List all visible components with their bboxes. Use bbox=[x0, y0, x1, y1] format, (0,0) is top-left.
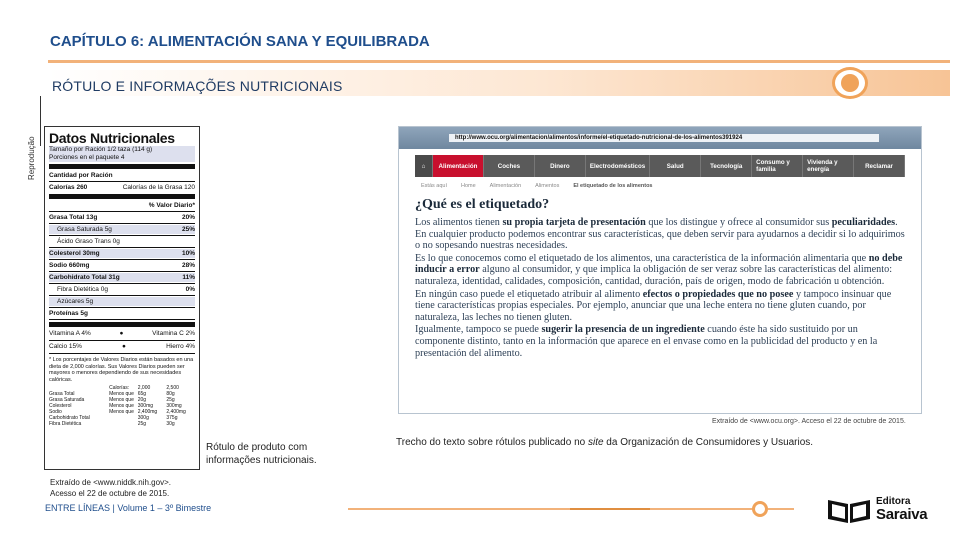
section-circle-icon bbox=[832, 67, 868, 99]
side-divider bbox=[40, 96, 41, 146]
nutrient-row bbox=[49, 273, 195, 282]
nutrient-daily-value: 11% bbox=[182, 274, 195, 281]
text: Trecho do texto sobre rótulos publicado no bbox=[396, 437, 588, 448]
nutrient-daily-value: 10% bbox=[181, 250, 195, 257]
breadcrumb bbox=[421, 183, 921, 189]
text: Igualmente, tampoco se puede bbox=[415, 324, 542, 336]
divider bbox=[49, 164, 195, 169]
divider bbox=[49, 271, 195, 272]
nav-item[interactable]: Tecnología bbox=[701, 155, 752, 177]
chapter-divider bbox=[48, 60, 950, 63]
table-cell: 25g bbox=[137, 421, 147, 427]
nutrition-label-source bbox=[50, 477, 171, 499]
nav-item[interactable]: Consumo y familia bbox=[752, 155, 803, 177]
reproduction-label: Reprodução bbox=[27, 136, 36, 180]
footer-divider-accent bbox=[570, 508, 650, 510]
bold-text: no debe inducir a error bbox=[415, 252, 903, 276]
nutrient-rows bbox=[49, 213, 195, 320]
breadcrumb-item[interactable]: Alimentación bbox=[489, 183, 522, 189]
nutrient-row bbox=[49, 237, 195, 246]
nav-item[interactable]: Reclamar bbox=[854, 155, 905, 177]
nav-item[interactable]: Coches bbox=[484, 155, 535, 177]
table-cell: Menos que bbox=[109, 391, 134, 397]
nutrient-row bbox=[49, 297, 195, 306]
daily-values-table bbox=[49, 385, 195, 427]
vitamin-c: Vitamina C 2% bbox=[152, 330, 195, 337]
nutrient-row bbox=[49, 261, 195, 270]
vitamin-row bbox=[49, 329, 195, 339]
chapter-title: CAPÍTULO 6: ALIMENTACIÓN SANA Y EQUILIBRADA bbox=[50, 33, 430, 50]
table-cell: Sodio bbox=[49, 409, 62, 415]
divider bbox=[49, 194, 195, 199]
italic-text: site bbox=[587, 437, 604, 448]
serving-size: Tamaño por Ración 1/2 taza (114 g) bbox=[49, 146, 195, 154]
logo-text-small: Editora bbox=[876, 496, 911, 507]
source-line: Extraído de <www.niddk.nih.gov>. bbox=[50, 478, 171, 487]
caption-line: informações nutricionais. bbox=[206, 455, 317, 466]
table-cell bbox=[109, 421, 138, 427]
nutrient-label: Grasa Total 13g bbox=[49, 214, 98, 221]
table-cell: 300mg bbox=[166, 403, 182, 409]
nutrient-label: Azúcares 5g bbox=[57, 298, 94, 305]
book-icon bbox=[826, 496, 872, 524]
nutrient-label: Sodio 660mg bbox=[49, 262, 90, 269]
table-cell: Grasa Saturada bbox=[49, 397, 85, 403]
amount-per-serving-label: Cantidad por Ración bbox=[49, 172, 113, 179]
table-cell: 2,400mg bbox=[137, 409, 158, 415]
nav-item[interactable]: Dinero bbox=[535, 155, 586, 177]
table-cell: 65g bbox=[137, 391, 147, 397]
table-cell: Fibra Dietética bbox=[49, 421, 82, 427]
divider bbox=[49, 322, 195, 327]
bold-text: efectos o propiedades que no posee bbox=[642, 288, 794, 300]
table-cell: Carbohidrato Total bbox=[49, 415, 90, 421]
text: cuando éste ha sido sustituido por un componente distinto, tanto en la información que aparece en el envase como en la publicidad del producto y en la presentación del alimento. bbox=[415, 324, 878, 359]
calories-row bbox=[49, 183, 195, 192]
servings-per-package: Porciones en el paquete 4 bbox=[49, 154, 195, 162]
nutrient-row bbox=[49, 249, 195, 258]
breadcrumb-item: Estás aquí bbox=[421, 183, 447, 189]
table-cell: 2,000 bbox=[137, 385, 151, 391]
table-cell: 300g bbox=[137, 415, 149, 421]
source-line: Acesso el 22 de octubre de 2015. bbox=[50, 489, 170, 498]
nutrient-label: Colesterol 30mg bbox=[49, 250, 100, 257]
publisher-logo bbox=[826, 494, 944, 526]
nutrition-facts-label bbox=[44, 126, 200, 470]
table-cell: 20g bbox=[137, 397, 147, 403]
nutrient-daily-value: 25% bbox=[181, 226, 195, 233]
amount-per-serving bbox=[49, 171, 195, 180]
divider bbox=[49, 283, 195, 284]
calories: Calorías 260 bbox=[49, 184, 88, 191]
article-title: ¿Qué es el etiquetado? bbox=[415, 197, 550, 212]
nutrient-daily-value: 28% bbox=[181, 262, 195, 269]
divider bbox=[49, 181, 195, 182]
nav-item[interactable]: Alimentación bbox=[433, 155, 484, 177]
text: En ningún caso puede el etiquetado atribuir al alimento bbox=[415, 288, 643, 300]
bullet: ● bbox=[122, 343, 126, 350]
website-caption bbox=[396, 437, 813, 448]
nutrient-label: Grasa Saturada 5g bbox=[57, 226, 112, 233]
section-title: RÓTULO E INFORMAÇÕES NUTRICIONAIS bbox=[52, 78, 343, 94]
divider bbox=[49, 307, 195, 308]
nav-item[interactable]: Electrodomésticos bbox=[586, 155, 650, 177]
divider bbox=[49, 295, 195, 296]
paragraph bbox=[415, 217, 909, 252]
table-row bbox=[49, 421, 195, 427]
bullet: ● bbox=[119, 330, 124, 337]
table-cell: Menos que bbox=[109, 397, 134, 403]
nutrient-row bbox=[49, 285, 195, 294]
divider bbox=[49, 247, 195, 248]
calcium: Calcio 15% bbox=[49, 343, 82, 350]
text: y tampoco insinuar que tiene características propias especiales. Por ejemplo, anunciar que una leche entera no tiene gluten cuando, por naturaleza, las leches no tienen gluten. bbox=[415, 288, 892, 323]
divider bbox=[49, 319, 195, 320]
paragraph bbox=[415, 324, 909, 359]
article-body bbox=[415, 217, 909, 359]
bold-text: sugerir la presencia de un ingrediente bbox=[541, 324, 705, 336]
nutrition-label-caption bbox=[206, 441, 317, 467]
daily-value-header-row bbox=[49, 201, 195, 210]
mineral-row bbox=[49, 342, 195, 352]
text: que los distingue y ofrece al consumidor sus bbox=[645, 217, 832, 228]
table-cell: 300mg bbox=[137, 403, 154, 409]
footer-circle-icon bbox=[752, 501, 768, 517]
nutrient-label: Carbohidrato Total 31g bbox=[49, 274, 120, 281]
breadcrumb-item[interactable]: Alimentos bbox=[535, 183, 560, 189]
divider bbox=[49, 211, 195, 212]
text: da Organización de Consumidores y Usuarios. bbox=[603, 437, 814, 448]
text: . En cualquier producto podemos encontrar sus características, que deben servir para ayudarnos a decidir si lo adquirimos o no sopesando nuestras necesidades. bbox=[415, 217, 905, 252]
footer-text: ENTRE LÍNEAS | Volume 1 – 3º Bimestre bbox=[45, 503, 212, 513]
table-cell: Menos que bbox=[109, 403, 134, 409]
breadcrumb-item[interactable]: Home bbox=[461, 183, 476, 189]
bold-text: peculiaridades bbox=[831, 217, 896, 228]
divider bbox=[49, 235, 195, 236]
divider bbox=[49, 353, 195, 354]
table-cell: 25g bbox=[166, 397, 175, 403]
vitamin-a: Vitamina A 4% bbox=[49, 330, 91, 337]
footer-divider-tail bbox=[768, 508, 794, 510]
nutrient-row bbox=[49, 213, 195, 222]
table-cell: Grasa Total bbox=[49, 391, 75, 397]
logo-text-big: Saraiva bbox=[876, 506, 928, 523]
paragraph bbox=[415, 289, 909, 324]
table-cell: 375g bbox=[166, 415, 178, 421]
nutrient-daily-value: 0% bbox=[185, 286, 195, 293]
iron: Hierro 4% bbox=[166, 343, 195, 350]
bold-text: su propia tarjeta de presentación bbox=[502, 217, 646, 228]
paragraph bbox=[415, 253, 909, 288]
daily-value-header: % Valor Diario* bbox=[148, 202, 195, 209]
site-navigation bbox=[415, 155, 905, 177]
table-cell: Menos que bbox=[109, 409, 134, 415]
text: Los alimentos tienen bbox=[415, 217, 503, 228]
table-cell: 2,400mg bbox=[166, 409, 186, 415]
table-cell: Colesterol bbox=[49, 403, 72, 409]
nav-item[interactable]: Salud bbox=[650, 155, 701, 177]
nutrient-row bbox=[49, 225, 195, 234]
footer-divider bbox=[348, 508, 754, 510]
nav-item[interactable]: Vivienda y energía bbox=[803, 155, 854, 177]
table-cell: 2,500 bbox=[166, 385, 179, 391]
nutrient-label: Ácido Graso Trans 0g bbox=[57, 238, 120, 245]
nutrient-label: Proteínas 5g bbox=[49, 310, 89, 317]
nutrient-label: Fibra Dietética 0g bbox=[57, 286, 108, 293]
table-cell: 80g bbox=[166, 391, 175, 397]
nutrient-daily-value: 20% bbox=[181, 214, 195, 221]
table-cell: Calorías: bbox=[109, 385, 130, 391]
url-text: http://www.ocu.org/alimentacion/alimentos/informe/el-etiquetado-nutricional-de-los-alimentos391924 bbox=[449, 134, 879, 142]
nutrition-label-title: Datos Nutricionales bbox=[49, 130, 175, 146]
website-source: Extraído de <www.ocu.org>. Acceso el 22 de octubre de 2015. bbox=[712, 418, 906, 425]
nutrient-row bbox=[49, 309, 195, 318]
footnote: * Los porcentajes de Valores Diarios están basados en una dieta de 2,000 calorías. Sus Valores Diarios pueden ser mayores o menores dependiendo de sus necesidades calóricas. bbox=[49, 357, 194, 383]
table-cell: 30g bbox=[166, 421, 175, 427]
divider bbox=[49, 223, 195, 224]
address-bar bbox=[399, 127, 921, 149]
website-screenshot bbox=[398, 126, 922, 414]
breadcrumb-item[interactable]: El etiquetado de los alimentos bbox=[573, 183, 653, 189]
text: Es lo que conocemos como el etiquetado de los alimentos, una característica de la información alimentaria que bbox=[415, 252, 869, 264]
calories-from-fat: Calorías de la Grasa 120 bbox=[122, 184, 195, 191]
text: alguno al consumidor, y que implica la obligación de ser veraz sobre las características del alimento: naturaleza, identidad, calidades, composición, cantidad, duración, país de origen, modo de fabricación u obtención. bbox=[415, 264, 893, 287]
divider bbox=[49, 259, 195, 260]
divider bbox=[49, 340, 195, 341]
caption-line: Rótulo de produto com bbox=[206, 442, 308, 453]
home-icon: ⌂ bbox=[415, 155, 433, 177]
